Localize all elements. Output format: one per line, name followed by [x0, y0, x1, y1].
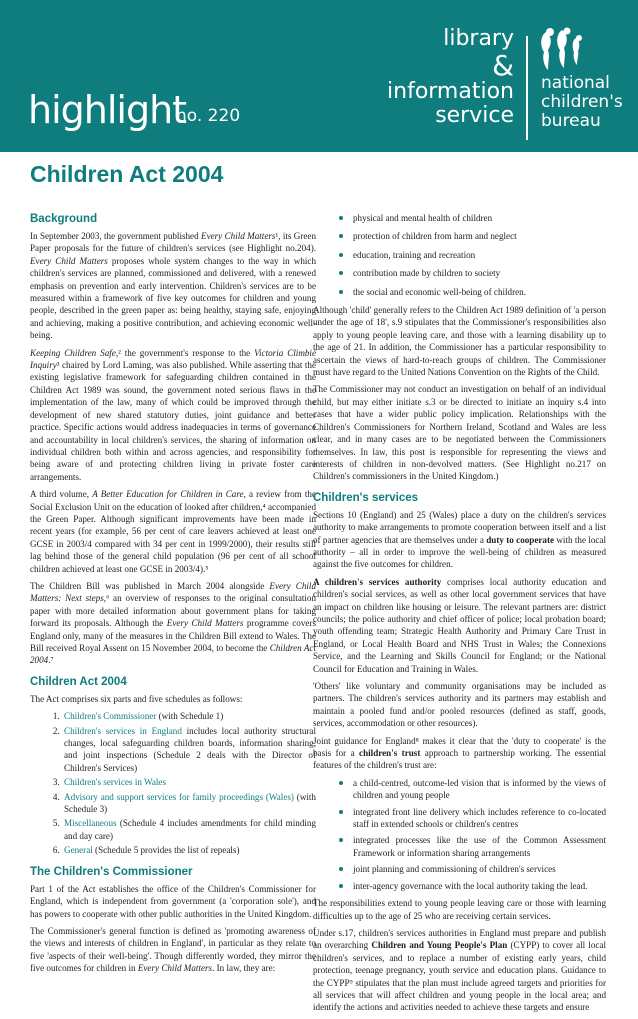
italic-title: Every Child Matters: [137, 963, 213, 974]
list-item: protection of children from harm and neglect: [339, 230, 606, 242]
text-run: The Children Bill was published in March 2004 alongside: [30, 580, 270, 591]
lis-line-library: library: [443, 26, 514, 51]
logo-divider: [526, 36, 528, 140]
text-run: Joint guidance for England⁸ makes it clear that the 'duty to cooperate' is the basis for a: [313, 735, 606, 759]
text-run: with the local authority – all in order to improve the well-being of children as measured against the five outcomes for children.: [313, 534, 606, 570]
text-run: A third volume,: [30, 489, 93, 500]
ncb-wordmark: [541, 74, 623, 131]
background-paragraph-2: [30, 347, 316, 483]
bold-term: children's trust: [359, 748, 421, 759]
part-name: Miscellaneous: [64, 818, 117, 829]
act-parts-list: [30, 710, 316, 856]
italic-title: Keeping Children Safe: [30, 347, 116, 358]
header-banner: [0, 0, 638, 152]
bold-term: duty to cooperate: [486, 534, 555, 545]
lis-line-service: service: [435, 103, 514, 128]
background-heading: Background: [30, 213, 98, 225]
list-item: [62, 725, 316, 775]
list-item: a child-centred, outcome-led vision that is informed by the views of children and young people: [339, 777, 606, 802]
commissioner-heading: The Children's Commissioner: [30, 865, 193, 878]
text-run: approach to partnership working. The essential features of the children's trust are:: [313, 748, 606, 771]
lis-line-information: information: [387, 79, 514, 104]
list-item: physical and mental health of children: [339, 212, 606, 224]
ncb-line-childrens: children's: [541, 92, 623, 112]
text-run: comprises local authority education and children's social services, as well as other local government services that have an impact on children like housing or leisure. The relevant partners are: district councils; the police authority and chief officer of police; local probation board; youth offending team; Strategic Health Authority and Primary Care Trust in England, or Local Health Board and NHS Trust in Wales; the Connexions Service, and the Learning and Skills Council for England; or the National Council for Education and Training in Wales.: [313, 576, 606, 674]
italic-title: Every Child Matters: [201, 231, 276, 241]
text-run: In September 2003, the government published: [30, 231, 202, 241]
text-run: Under s.17, children's services authorities in England must prepare and publish an overarching: [313, 927, 606, 951]
commissioner-paragraph-4: The Commissioner may not conduct an investigation on behalf of an individual child, but may either initiate s.3 or be directed to initiate an inquiry s.4 into cases that have a wider public policy implication. Relationships with the Children's Commissioners for Northern Ireland, Scotland and Wales are less clear, and in many cases are to be negotiated between the Commissioners themselves. In law, this post is responsible for representing the views and interests of children in non-devolved matters. (See Highlight no.217 on Children's commissioners in the United Kingdom.): [313, 384, 606, 482]
commissioner-paragraph-3: Although 'child' generally refers to the Children Act 1989 definition of 'a person under the age of 18', s.9 stipulates that the Commissioner's responsibilities also apply to young people leaving care, and those with a learning disability up to the age of 21. In addition, the Commissioner has a particular responsibility to ascertain the views of hard-to-reach groups of children. The Commissioner must have regard to the United Nations Convention on the Rights of the Child.: [313, 305, 606, 378]
services-paragraph-6: [313, 927, 606, 1014]
wellbeing-aspects-list: [313, 212, 606, 298]
highlight-wordmark: highlight: [28, 88, 187, 132]
services-paragraph-1: [313, 509, 606, 571]
lis-ampersand: &: [492, 49, 514, 82]
part-name: Children's Commissioner: [64, 711, 157, 722]
text-run: , a review from the Social Exclusion Unit on the education of looked after children,⁴ accompanied the Green Paper. Although significant improvements have been made in recent years (for example, 56 per cent of care leavers achieved at least one GCSE in 2003/4 compared with 34 per cent in 1999/2000), their results still lag behind those of the general child population (96 per cent of all school children achieved at least one GCSE in 2003/4).⁵: [30, 489, 316, 574]
list-item: integrated processes like the use of the Common Assessment Framework or information sharing arrangements: [339, 834, 606, 859]
text-run: Sections 10 (England) and 25 (Wales) place a duty on the children's services authority to make arrangements to promote cooperation between itself and a list of partner agencies that are themselves under a: [313, 509, 606, 545]
italic-title: Children Act 2004: [30, 643, 316, 666]
part-detail: (Schedule 5 provides the list of repeals): [92, 845, 240, 856]
background-paragraph-1: [30, 230, 316, 342]
text-run: .⁷: [48, 655, 54, 666]
right-column: [313, 212, 606, 1019]
part-detail: includes local authority structural changes, local safeguarding children boards, information sharing, and joint inspections (Schedule 2 deals with the Director of Children's Services): [64, 725, 316, 773]
bold-term: A children's services authority: [313, 576, 442, 587]
part-detail: (with Schedule 3): [64, 791, 316, 815]
text-run: . In law, they are:: [212, 963, 276, 974]
italic-title: Every Child Matters: Next steps: [30, 580, 316, 604]
highlight-number: no. 220: [176, 106, 241, 126]
list-item: education, training and recreation: [339, 249, 606, 261]
ncb-figures-icon: [536, 26, 584, 72]
list-item: [62, 710, 316, 722]
text-run: ,² the government's response to the: [115, 347, 255, 358]
act-intro: The Act comprises six parts and five schedules as follows:: [30, 693, 243, 704]
library-information-service-logo: [354, 26, 514, 128]
part-name: Children's services in Wales: [64, 777, 167, 788]
part-name: Children's services in England: [64, 725, 182, 736]
italic-title: A Better Education for Children in Care: [92, 489, 244, 500]
list-item: inter-agency governance with the local authority taking the lead.: [339, 880, 606, 892]
list-item: [62, 776, 316, 788]
services-paragraph-2: [313, 576, 606, 675]
text-run: programme covers England only, many of the measures in the Children Bill extend to Wales. The Bill received Royal Assent on 15 November 2004, to become the: [30, 618, 316, 653]
list-item: the social and economic well-being of children.: [339, 286, 606, 298]
left-column: [30, 212, 316, 980]
list-item: integrated front line delivery which includes reference to co-located staff in extended schools or children's centres: [339, 806, 606, 831]
italic-title: Every Child Matters: [30, 255, 108, 266]
list-item: [62, 791, 316, 816]
services-heading: Children's services: [313, 491, 419, 504]
ncb-line-bureau: bureau: [541, 111, 601, 131]
list-item: joint planning and commissioning of children's services: [339, 863, 606, 875]
background-paragraph-4: [30, 580, 316, 667]
background-paragraph-3: [30, 488, 316, 575]
part-detail: (Schedule 4 includes amendments for child minding and day care): [64, 818, 316, 841]
services-paragraph-5: The responsibilities extend to young people leaving care or those with learning difficulties up to the age of 25 who are receiving certain services.: [313, 898, 606, 921]
services-paragraph-4: [313, 735, 606, 772]
text-run: ¹, its Green Paper proposals for the future of children's services (see Highlight no.204).: [30, 231, 316, 254]
trust-features-list: [313, 777, 606, 892]
list-item: contribution made by children to society: [339, 267, 606, 279]
commissioner-paragraph-2: [30, 925, 316, 975]
text-run: proposes whole system changes to the way in which children's services are planned, commissioned and delivered, with a renewed emphasis on prevention and early intervention. Children's services are to be measured within a framework of five key outcomes for children and young people, described in the green paper as: being healthy, staying safe, enjoying and achieving, making a positive contribution, and achieving economic well-being.: [30, 255, 316, 341]
part-name: General: [64, 845, 93, 856]
text-run: ,⁶ an overview of responses to the original consultation paper with more detailed information about government plans for taking forward its proposals. Although the: [30, 593, 316, 629]
services-paragraph-3: 'Others' like voluntary and community organisations may be included as partners. The children's services authority and its partners may establish and maintain a pooled fund and/or pooled resources (defined as staff, goods, services, accommodation or other resources).: [313, 681, 606, 729]
text-run: (CYPP) to cover all local children's services, and to replace a number of existing early years, child protection, teenage pregnancy, youth service and education plans. Guidance to the CYPP⁹ stipulates that the plan must include agreed targets and priorities for all services that will affect children and young people in the local area; and identify the actions and activities needed to achieve these targets and ensure: [313, 940, 606, 1013]
italic-title: Every Child Matters: [166, 618, 244, 629]
list-item: [62, 844, 316, 856]
ncb-line-national: national: [541, 73, 610, 93]
part-detail: (with Schedule 1): [156, 711, 224, 722]
part-name: Advisory and support services for family proceedings (Wales): [64, 791, 294, 802]
text-run: The Commissioner's general function is defined as 'promoting awareness of the views and interests of children in England', in particular as they relate to five 'aspects of their well-being'. Though differently worded, they mirror the five outcomes for children in: [30, 925, 316, 974]
text-run: ³ chaired by Lord Laming, was also published. While asserting that the existing legislative framework for safeguarding children contained in the Children Act 1989 was sound, the government noted serious flaws in the implementation of the law, many of which could be improved through the development of new shared statutory duties, joint guidance and better practice. Specific actions would address inadequacies in terms of governance and accountability in local children's services, the sharing of information on individual children both within and across agencies, and responsibility for being aware of and protecting children living in private foster care arrangements.: [30, 360, 316, 482]
italic-title: Victoria Climbié Inquiry: [30, 347, 316, 371]
commissioner-paragraph-1: Part 1 of the Act establishes the office of the Children's Commissioner for England, which is independent from government (a 'corporation sole'), and has powers to cooperate with other public authorities in the United Kingdom.: [30, 883, 316, 919]
bold-term: Children and Young People's Plan: [371, 940, 508, 951]
act-heading: Children Act 2004: [30, 675, 127, 688]
document-title: Children Act 2004: [30, 161, 224, 187]
list-item: [62, 817, 316, 842]
